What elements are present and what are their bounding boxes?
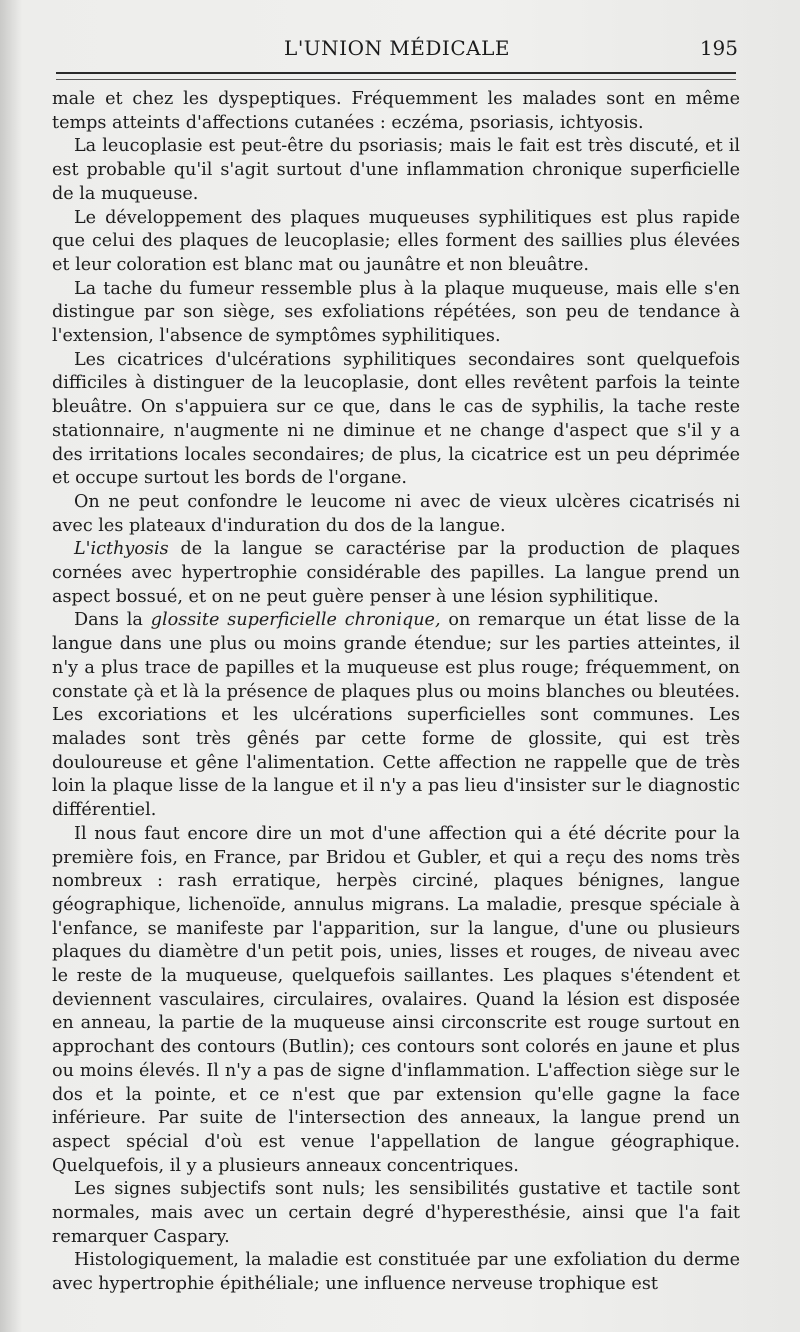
paragraph-8: [52, 609, 740, 822]
paragraph-2: La leucoplasie est peut-être du psoriasis; mais le fait est très discuté, et il est probable qu'il s'agit surtout d'une inflammation chronique superficielle de la muqueuse.: [52, 136, 740, 204]
term-glossite: glossite superficielle chronique,: [150, 610, 441, 631]
term-icthyosis: L'icthyosis: [74, 539, 169, 560]
article-body: [52, 88, 740, 1297]
page-number: 195: [699, 36, 738, 60]
paragraph-5: Les cicatrices d'ulcérations syphilitiques secondaires sont quelquefois difficiles à distinguer de la leucoplasie, dont elles revêtent parfois la teinte bleuâtre. On s'appuiera sur ce que, dans le cas de syphilis, la tache reste stationnaire, n'augmente ni ne diminue et ne change d'aspect que s'il y a des irritations locales secondaires; de plus, la cicatrice est un peu déprimée et occupe surtout les bords de l'organe.: [52, 349, 740, 489]
paragraph-4: La tache du fumeur ressemble plus à la plaque muqueuse, mais elle s'en distingue par son siège, ses exfoliations répétées, son peu de tendance à l'extension, l'absence de symptômes syphilitiques.: [52, 278, 740, 347]
page-header: [52, 36, 742, 70]
paragraph-11: Histologiquement, la maladie est constituée par une exfoliation du derme avec hypertrophie épithéliale; une influence nerveuse trophique est: [52, 1250, 740, 1295]
header-rule: [56, 72, 736, 74]
paragraph-7-text: de la langue se caractérise par la production de plaques cornées avec hypertrophie considérable des papilles. La langue prend un aspect bossué, et on ne peut guère penser à une lésion syphilitique.: [52, 539, 740, 607]
paragraph-3: Le développement des plaques muqueuses syphilitiques est plus rapide que celui des plaques de leucoplasie; elles forment des saillies plus élevées et leur coloration est blanc mat ou jaunâtre et non bleuâtre.: [52, 207, 740, 275]
paragraph-10: Les signes subjectifs sont nuls; les sensibilités gustative et tactile sont normales, mais avec un certain degré d'hyperesthésie, ainsi que l'a fait remarquer Caspary.: [52, 1179, 740, 1247]
paragraph-8-lead: Dans la: [74, 610, 151, 631]
paragraph-7: [52, 538, 740, 609]
paragraph-9: Il nous faut encore dire un mot d'une affection qui a été décrite pour la première fois, en France, par Bridou et Gubler, et qui a reçu des noms très nombreux : rash erratique, herpès circiné, plaques bénignes, langue géographique, lichenoïde, annulus migrans. La maladie, presque spéciale à l'enfance, se manifeste par l'apparition, sur la langue, d'une ou plusieurs plaques du diamètre d'un petit pois, unies, lisses et rouges, de niveau avec le reste de la muqueuse, quelquefois saillantes. Les plaques s'étendent et deviennent vasculaires, circulaires, ovalaires. Quand la lésion est disposée en anneau, la partie de la muqueuse ainsi circonscrite est rouge surtout en approchant des contours (Butlin); ces contours sont colorés en jaune et plus ou moins élevés. Il n'y a pas de signe d'inflammation. L'affection siège sur le dos et la pointe, et ce n'est que par extension qu'elle gagne la face inférieure. Par suite de l'intersection des anneaux, la langue prend un aspect spécial d'où est venue l'appellation de langue géographique. Quelquefois, il y a plusieurs anneaux concentriques.: [52, 823, 740, 1176]
running-head: L'UNION MÉDICALE: [284, 36, 510, 60]
paragraph-6: On ne peut confondre le leucome ni avec de vieux ulcères cicatrisés ni avec les plateaux d'induration du dos de la langue.: [52, 491, 740, 536]
paragraph-8-text: on remarque un état lisse de la langue dans une plus ou moins grande étendue; sur les parties atteintes, il n'y a plus trace de papilles et la muqueuse est plus rouge; fréquemment, on constate çà et là la présence de plaques plus ou moins blanches ou bleutées. Les excoriations et les ulcérations superficielles sont communes. Les malades sont très gênés par cette forme de glossite, qui est très douloureuse et gêne l'alimentation. Cette affection ne rappelle que de très loin la plaque lisse de la langue et il n'y a pas lieu d'insister sur le diagnostic différentiel.: [52, 610, 740, 821]
header-rule-thin: [56, 79, 736, 80]
paragraph-1: male et chez les dyspeptiques. Fréquemment les malades sont en même temps atteints d'affections cutanées : eczéma, psoriasis, ichtyosis.: [52, 89, 740, 133]
